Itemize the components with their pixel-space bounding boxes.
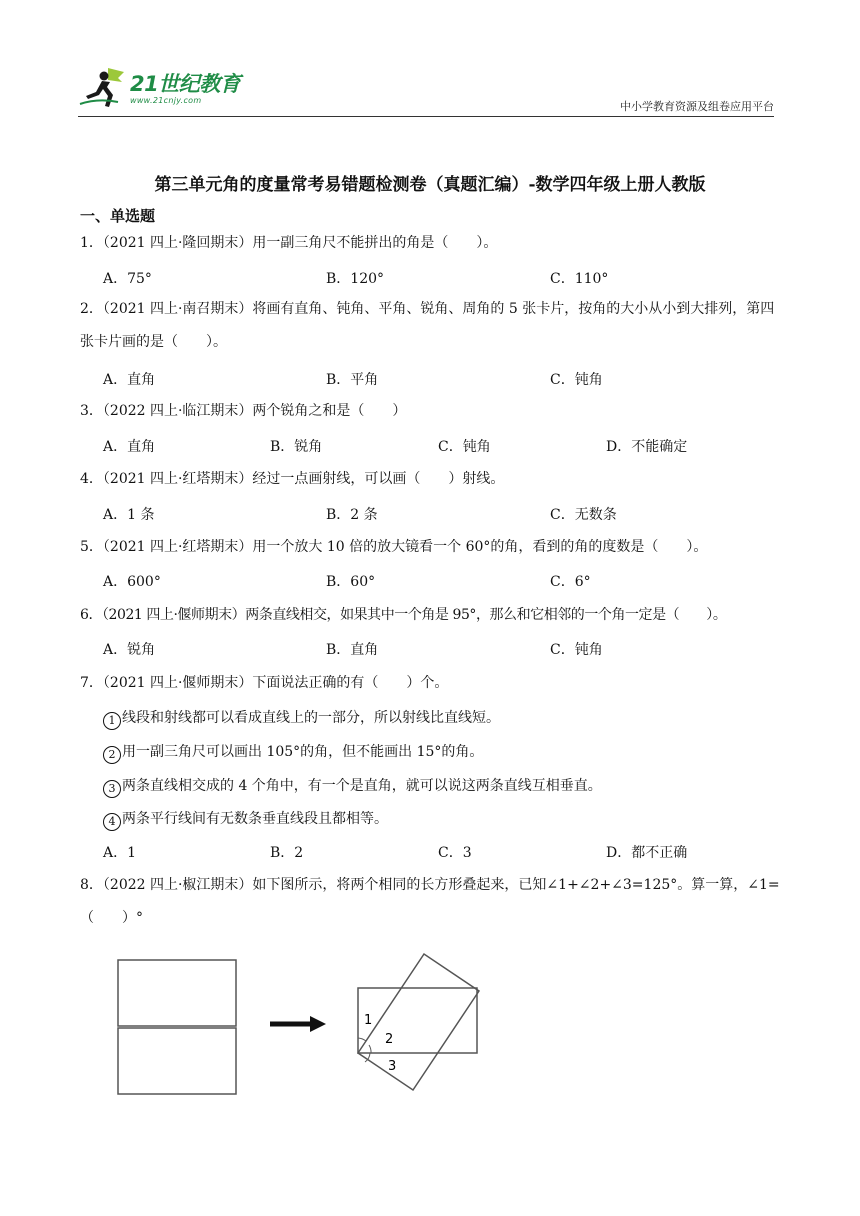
site-logo — [78, 62, 248, 112]
logo-url: www.21cnjy.com — [130, 96, 202, 105]
logo-text: 21世纪教育 — [130, 72, 241, 96]
q4-option-c[interactable]: C．无数条 — [550, 507, 617, 523]
section-heading: 一、单选题 — [80, 207, 156, 225]
q4-option-a[interactable]: A．1 条 — [103, 507, 155, 523]
rectangle-rotated — [358, 954, 479, 1090]
q2-option-c[interactable]: C．钝角 — [550, 372, 603, 388]
statement-text: 两条直线相交成的 4 个角中，有一个是直角，就可以说这两条直线互相垂直。 — [122, 778, 602, 794]
circled-number: 1 — [103, 712, 121, 730]
rectangle-bottom — [118, 1028, 236, 1094]
q1-option-c[interactable]: C．110° — [550, 271, 609, 287]
page-title: 第三单元角的度量常考易错题检测卷（真题汇编）-数学四年级上册人教版 — [154, 175, 706, 195]
runner-icon — [78, 62, 128, 112]
q3-option-b[interactable]: B．锐角 — [270, 439, 323, 455]
q3-option-d[interactable]: D．不能确定 — [606, 439, 688, 455]
statement-text: 两条平行线间有无数条垂直线段且都相等。 — [122, 811, 388, 827]
angle-2-arc — [369, 1045, 371, 1053]
question-8: 8．（2022 四上·椒江期末）如下图所示，将两个相同的长方形叠起来，已知∠1+∠2+∠3=125°。算一算，∠1=（ ）° — [80, 877, 780, 926]
q7-option-c[interactable]: C．3 — [438, 845, 472, 861]
q3-option-a[interactable]: A．直角 — [103, 439, 156, 455]
statement-text: 线段和射线都可以看成直线上的一部分，所以射线比直线短。 — [122, 710, 500, 726]
rectangle-top — [118, 960, 236, 1026]
q7-option-b[interactable]: B．2 — [270, 845, 304, 861]
q7-statement-4 — [103, 808, 388, 831]
question-2: 2．（2021 四上·南召期末）将画有直角、钝角、平角、锐角、周角的 5 张卡片，按角的大小从小到大排列，第四张卡片画的是（ ）。 — [80, 301, 775, 350]
statement-text: 用一副三角尺可以画出 105°的角，但不能画出 15°的角。 — [122, 744, 484, 760]
page-header — [78, 62, 774, 117]
q1-option-a[interactable]: A．75° — [103, 271, 152, 287]
q7-statement-2 — [103, 741, 483, 764]
circled-number: 4 — [103, 813, 121, 831]
question-3: 3．（2022 四上·临江期末）两个锐角之和是（ ） — [80, 403, 407, 419]
q2-option-b[interactable]: B．平角 — [326, 372, 379, 388]
q6-option-a[interactable]: A．锐角 — [103, 642, 156, 658]
question-5: 5．（2021 四上·红塔期末）用一个放大 10 倍的放大镜看一个 60°的角，看到的角的度数是（ ）。 — [80, 539, 708, 555]
question-6: 6．（2021 四上·偃师期末）两条直线相交，如果其中一个角是 95°，那么和它相邻的一个角一定是（ ）。 — [80, 607, 727, 623]
angle-label-2: 2 — [385, 1032, 394, 1047]
angle-label-3: 3 — [388, 1059, 397, 1074]
q2-option-a[interactable]: A．直角 — [103, 372, 156, 388]
q7-statement-1 — [103, 707, 500, 730]
q7-option-a[interactable]: A．1 — [103, 845, 137, 861]
q7-statement-3 — [103, 775, 602, 798]
question-7: 7．（2021 四上·偃师期末）下面说法正确的有（ ）个。 — [80, 675, 449, 691]
q5-option-b[interactable]: B．60° — [326, 574, 376, 590]
q5-option-c[interactable]: C．6° — [550, 574, 591, 590]
rectangles-figure — [100, 945, 490, 1105]
q1-option-b[interactable]: B．120° — [326, 271, 385, 287]
q6-option-b[interactable]: B．直角 — [326, 642, 379, 658]
q5-option-a[interactable]: A．600° — [103, 574, 161, 590]
question-1: 1．（2021 四上·隆回期末）用一副三角尺不能拼出的角是（ ）。 — [80, 235, 498, 251]
angle-label-1: 1 — [364, 1013, 373, 1028]
q3-option-c[interactable]: C．钝角 — [438, 439, 491, 455]
q4-option-b[interactable]: B．2 条 — [326, 507, 378, 523]
question-4: 4．（2021 四上·红塔期末）经过一点画射线，可以画（ ）射线。 — [80, 471, 505, 487]
circled-number: 3 — [103, 780, 121, 798]
circled-number: 2 — [103, 746, 121, 764]
angle-1-arc — [358, 1038, 366, 1041]
platform-name: 中小学教育资源及组卷应用平台 — [620, 100, 774, 113]
q6-option-c[interactable]: C．钝角 — [550, 642, 603, 658]
q7-option-d[interactable]: D．都不正确 — [606, 845, 688, 861]
arrow-right-icon — [270, 1016, 326, 1032]
